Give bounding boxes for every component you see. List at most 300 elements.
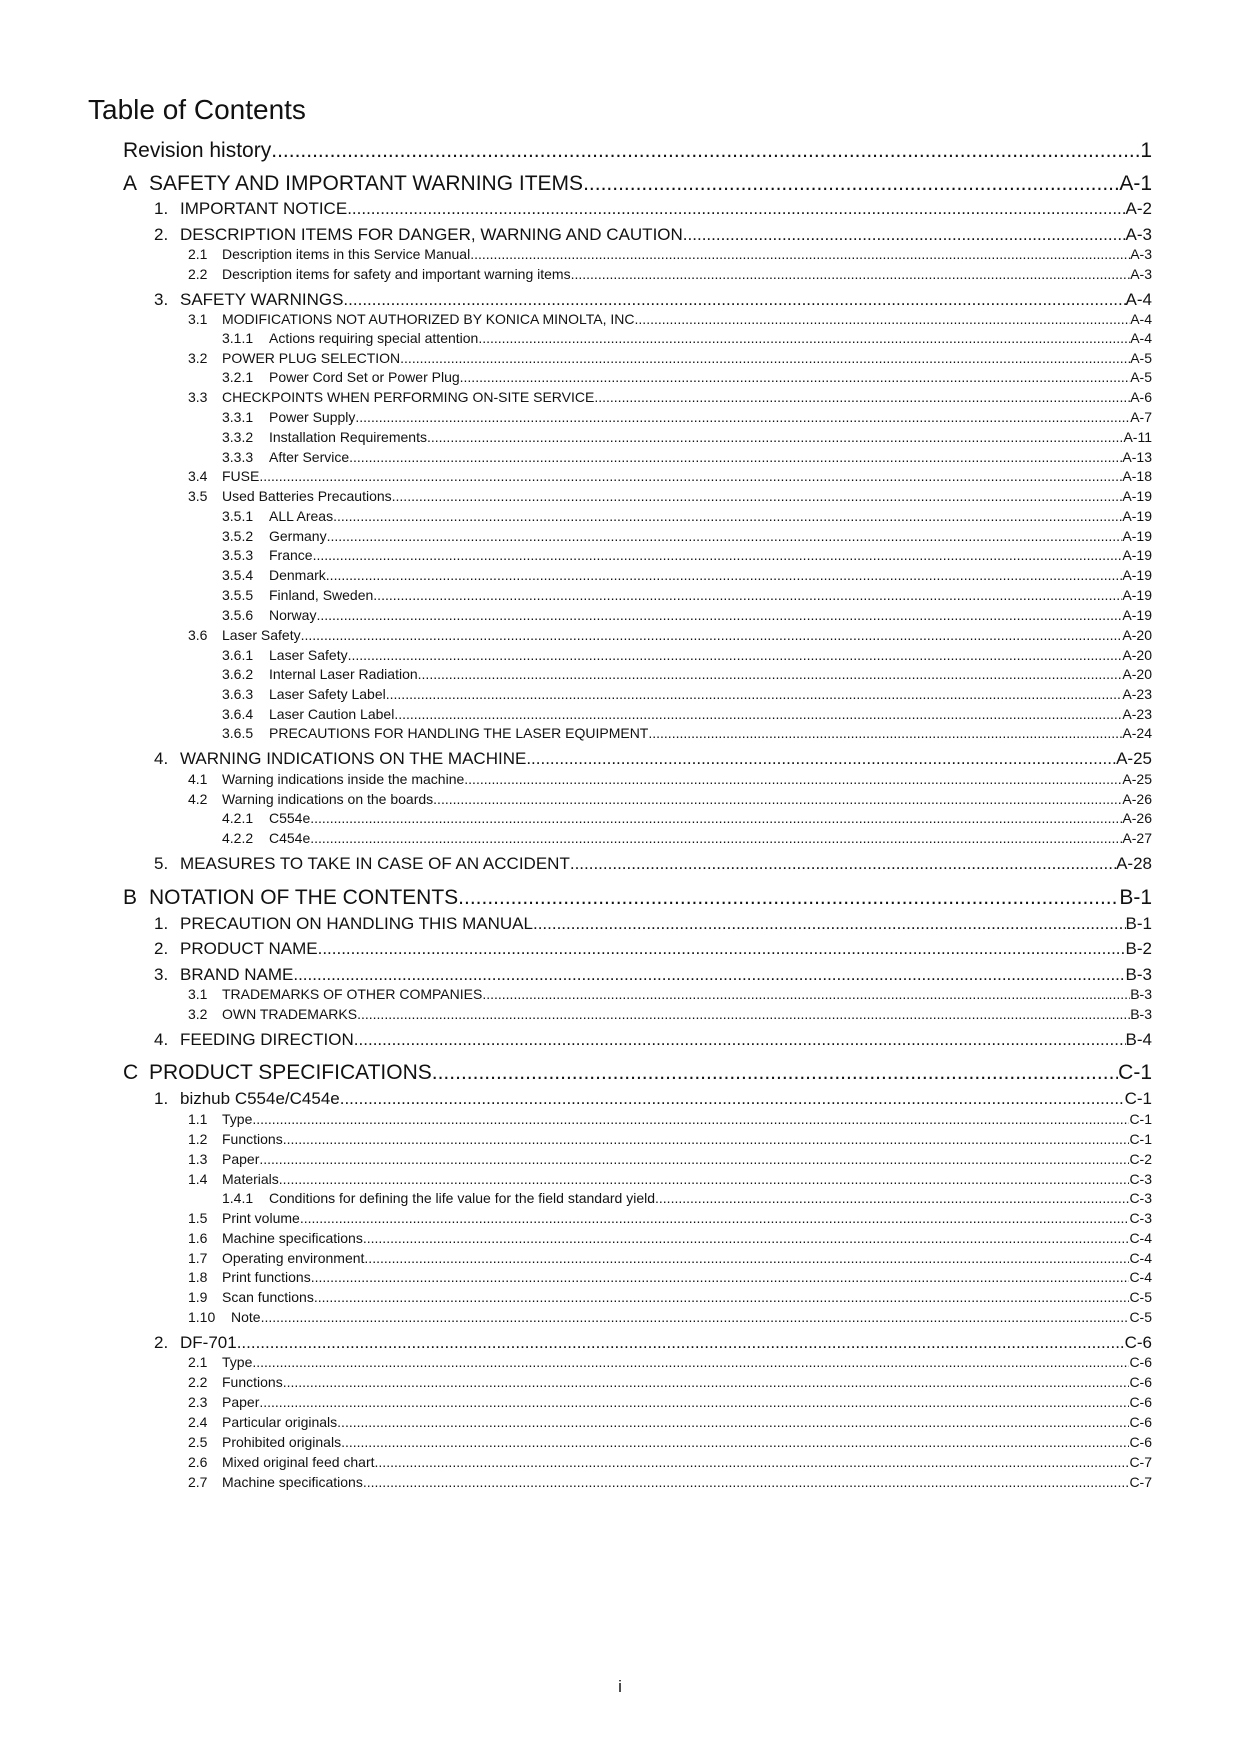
- dot-leader: [348, 646, 1123, 664]
- dot-leader: [533, 913, 1126, 935]
- toc-entry-page: B-4: [1125, 1030, 1152, 1049]
- toc-entry[interactable]: [188, 985, 1152, 1003]
- toc-entry-number: 5.: [154, 854, 169, 873]
- toc-entry-page: A-25: [1122, 771, 1152, 787]
- toc-entry-number: 3.5: [188, 488, 208, 504]
- toc-entry-number: 3.1.1: [222, 330, 254, 346]
- toc-entry-number: 3.6.4: [222, 706, 254, 722]
- dot-leader: [316, 606, 1122, 624]
- toc-entry-number: 1.9: [188, 1289, 208, 1305]
- toc-entry-label: C454e: [269, 830, 311, 846]
- dot-leader: [343, 289, 1125, 311]
- toc-entry-label: Type: [222, 1354, 253, 1370]
- toc-entry-page: C-7: [1129, 1474, 1152, 1490]
- toc-entry-label: Laser Safety: [222, 627, 301, 643]
- toc-entry-number: 1.10: [188, 1309, 216, 1325]
- dot-leader: [683, 224, 1126, 246]
- toc-entry[interactable]: [154, 198, 1152, 220]
- dot-leader: [271, 138, 1140, 164]
- dot-leader: [252, 1353, 1129, 1371]
- toc-entry-page: B-3: [1125, 965, 1152, 984]
- dot-leader: [375, 1453, 1130, 1471]
- dot-leader: [427, 428, 1123, 446]
- toc-entry-number: 3.5.2: [222, 528, 254, 544]
- toc-entry-page: A-19: [1122, 607, 1152, 623]
- toc-entry-label: Type: [222, 1111, 253, 1127]
- toc-entry-page: A-3: [1130, 266, 1152, 282]
- toc-entry-label: IMPORTANT NOTICE: [180, 199, 348, 218]
- toc-entry-number: 3.5.5: [222, 587, 254, 603]
- toc-entry-number: 1.: [154, 199, 169, 218]
- dot-leader: [301, 626, 1123, 644]
- toc-entry[interactable]: [188, 1005, 1152, 1023]
- toc-entry-number: 3.2: [188, 1006, 208, 1022]
- dot-leader: [259, 1393, 1129, 1411]
- toc-entry-page: C-5: [1129, 1289, 1152, 1305]
- toc-entry[interactable]: [188, 1413, 1152, 1431]
- toc-entry-label: Functions: [222, 1374, 283, 1390]
- toc-entry-number: 3.6.3: [222, 686, 254, 702]
- toc-entry-number: B: [123, 886, 138, 909]
- toc-entry-number: C: [123, 1061, 139, 1084]
- toc-entry[interactable]: [154, 748, 1152, 770]
- toc-entry[interactable]: [188, 1209, 1152, 1227]
- toc-entry-page: A-23: [1122, 686, 1152, 702]
- toc-entry[interactable]: [188, 1473, 1152, 1491]
- toc-entry-label: After Service: [269, 449, 350, 465]
- toc-entry-label: Warning indications inside the machine: [222, 771, 465, 787]
- toc-entry-label: Materials: [222, 1171, 279, 1187]
- toc-entry-label: FEEDING DIRECTION: [180, 1030, 354, 1049]
- toc-entry-page: C-5: [1129, 1309, 1152, 1325]
- toc-entry-label: DF-701: [180, 1333, 237, 1352]
- toc-entry-page: A-20: [1122, 647, 1152, 663]
- toc-entry-page: C-6: [1129, 1434, 1152, 1450]
- dot-leader: [337, 1413, 1129, 1431]
- toc-entry-page: A-20: [1122, 666, 1152, 682]
- toc-entry-label: Laser Safety Label: [269, 686, 386, 702]
- toc-entry-number: 4.: [154, 749, 169, 768]
- toc-entry-number: 2.6: [188, 1454, 208, 1470]
- toc-entry-page: B-3: [1130, 986, 1152, 1002]
- toc-entry-page: A-7: [1130, 409, 1152, 425]
- toc-entry-page: A-26: [1122, 810, 1152, 826]
- toc-entry-label: Power Cord Set or Power Plug: [269, 369, 460, 385]
- dot-leader: [458, 885, 1119, 911]
- toc-entry-number: 3.4: [188, 468, 208, 484]
- dot-leader: [571, 265, 1131, 283]
- toc-entry-label: Mixed original feed chart: [222, 1454, 375, 1470]
- toc-entry-label: Description items for safety and important warning items: [222, 266, 571, 282]
- toc-entry[interactable]: [188, 245, 1152, 263]
- toc-entry[interactable]: [222, 586, 1152, 604]
- dot-leader: [355, 408, 1130, 426]
- toc-entry-number: A: [123, 172, 138, 195]
- toc-entry-number: 3.3.1: [222, 409, 254, 425]
- toc-entry-page: A-19: [1122, 587, 1152, 603]
- toc-entry-label: OWN TRADEMARKS: [222, 1006, 358, 1022]
- toc-entry-page: A-20: [1122, 627, 1152, 643]
- toc-entry-label: Note: [231, 1309, 261, 1325]
- dot-leader: [635, 310, 1131, 328]
- toc-entry[interactable]: [123, 171, 1152, 197]
- toc-entry-page: C-3: [1129, 1210, 1152, 1226]
- toc-entry[interactable]: [188, 1150, 1152, 1168]
- toc-entry-page: A-3: [1125, 225, 1152, 244]
- toc-entry-label: Germany: [269, 528, 327, 544]
- toc-entry-page: A-2: [1125, 199, 1152, 218]
- toc-entry-number: 1.3: [188, 1151, 208, 1167]
- toc-entry[interactable]: [154, 913, 1152, 935]
- toc-entry-page: C-4: [1129, 1230, 1152, 1246]
- toc-entry-number: 3.5.3: [222, 547, 254, 563]
- dot-leader: [386, 685, 1123, 703]
- toc-entry[interactable]: [222, 448, 1152, 466]
- toc-entry[interactable]: [222, 368, 1152, 386]
- dot-leader: [347, 198, 1125, 220]
- dot-leader: [313, 546, 1123, 564]
- toc-entry[interactable]: [188, 1170, 1152, 1188]
- toc-entry[interactable]: [222, 665, 1152, 683]
- toc-entry-number: 3.6.1: [222, 647, 254, 663]
- toc-entry-label: POWER PLUG SELECTION: [222, 350, 401, 366]
- toc-entry-page: A-13: [1122, 449, 1152, 465]
- toc-entry[interactable]: [222, 724, 1152, 742]
- toc-entry[interactable]: [188, 1268, 1152, 1286]
- toc-entry-page: C-6: [1129, 1394, 1152, 1410]
- toc-entry-number: 3.: [154, 965, 169, 984]
- toc-entry[interactable]: [222, 705, 1152, 723]
- toc-entry[interactable]: [188, 770, 1152, 788]
- toc-entry-page: B-3: [1130, 1006, 1152, 1022]
- toc-entry-label: PRODUCT SPECIFICATIONS: [149, 1061, 432, 1084]
- toc-entry-label: DESCRIPTION ITEMS FOR DANGER, WARNING AND CAUTION: [180, 225, 683, 244]
- toc-entry-label: Print volume: [222, 1210, 300, 1226]
- toc-entry-label: C554e: [269, 810, 311, 826]
- toc-entry-label: Print functions: [222, 1269, 311, 1285]
- toc-entry-number: 2.: [154, 1333, 169, 1352]
- toc-entry-label: ALL Areas: [269, 508, 334, 524]
- toc-entry[interactable]: [188, 1453, 1152, 1471]
- toc-entry-label: Prohibited originals: [222, 1434, 342, 1450]
- toc-entry-label: Conditions for defining the life value for the field standard yield: [269, 1190, 656, 1206]
- toc-entry-page: A-1: [1119, 172, 1152, 195]
- toc-entry-page: C-1: [1129, 1131, 1152, 1147]
- toc-entry-page: A-3: [1130, 246, 1152, 262]
- toc-entry-label: BRAND NAME: [180, 965, 294, 984]
- toc-entry[interactable]: [188, 349, 1152, 367]
- toc-entry-number: 3.1: [188, 986, 208, 1002]
- toc-entry[interactable]: [222, 408, 1152, 426]
- toc-entry-page: A-28: [1116, 854, 1152, 873]
- toc-entry-label: Machine specifications: [222, 1474, 363, 1490]
- toc-entry-page: A-19: [1122, 488, 1152, 504]
- dot-leader: [237, 1332, 1125, 1354]
- toc-entry-label: PRECAUTION ON HANDLING THIS MANUAL: [180, 914, 533, 933]
- dot-leader: [470, 245, 1130, 263]
- toc-entry-label: SAFETY AND IMPORTANT WARNING ITEMS: [149, 172, 584, 195]
- toc-entry-label: MEASURES TO TAKE IN CASE OF AN ACCIDENT: [180, 854, 570, 873]
- toc-entry[interactable]: [188, 1130, 1152, 1148]
- dot-leader: [341, 1433, 1129, 1451]
- dot-leader: [482, 985, 1130, 1003]
- toc-entry-page: C-6: [1129, 1414, 1152, 1430]
- toc-entry[interactable]: [222, 507, 1152, 525]
- dot-leader: [310, 829, 1122, 847]
- toc-entry-page: A-4: [1125, 290, 1152, 309]
- toc-entry-number: 1.: [154, 1089, 169, 1108]
- toc-entry-label: Machine specifications: [222, 1230, 363, 1246]
- toc-entry-label: Internal Laser Radiation: [269, 666, 418, 682]
- toc-entry-number: 3.5.4: [222, 567, 254, 583]
- toc-entry[interactable]: [222, 527, 1152, 545]
- dot-leader: [349, 448, 1122, 466]
- toc-entry-number: 1.4: [188, 1171, 208, 1187]
- dot-leader: [418, 665, 1123, 683]
- toc-entry-page: A-19: [1122, 508, 1152, 524]
- toc-entry[interactable]: [154, 853, 1152, 875]
- dot-leader: [326, 566, 1123, 584]
- toc-entry-number: 3.: [154, 290, 169, 309]
- toc-entry-number: 2.5: [188, 1434, 208, 1450]
- dot-leader: [583, 171, 1119, 197]
- dot-leader: [432, 1060, 1118, 1086]
- dot-leader: [310, 809, 1122, 827]
- dot-leader: [283, 1130, 1130, 1148]
- toc-entry-page: 1: [1140, 139, 1152, 162]
- dot-leader: [311, 1268, 1130, 1286]
- toc-entry[interactable]: [188, 1353, 1152, 1371]
- footer-page-number: i: [618, 1677, 622, 1696]
- toc-entry-number: 1.5: [188, 1210, 208, 1226]
- toc-entry[interactable]: [222, 646, 1152, 664]
- toc-entry-number: 1.: [154, 914, 169, 933]
- toc-entry-page: A-27: [1122, 830, 1152, 846]
- toc-entry-page: C-1: [1118, 1061, 1152, 1084]
- dot-leader: [300, 1209, 1130, 1227]
- toc-entry-number: 4.2.2: [222, 830, 254, 846]
- toc-entry[interactable]: [222, 546, 1152, 564]
- toc-entry-number: 3.3: [188, 389, 208, 405]
- toc-entry[interactable]: [188, 626, 1152, 644]
- toc-entry-page: A-26: [1122, 791, 1152, 807]
- dot-leader: [526, 748, 1116, 770]
- toc-entry-label: Paper: [222, 1151, 260, 1167]
- page-title: Table of Contents: [88, 94, 306, 125]
- toc-entry-page: A-25: [1116, 749, 1152, 768]
- toc-entry-number: 2.7: [188, 1474, 208, 1490]
- dot-leader: [400, 349, 1130, 367]
- toc-entry-label: Power Supply: [269, 409, 356, 425]
- toc-entry-number: 3.3.3: [222, 449, 254, 465]
- toc-entry-number: 2.1: [188, 1354, 208, 1370]
- toc-entry-page: C-2: [1129, 1151, 1152, 1167]
- toc-entry-number: 4.2.1: [222, 810, 254, 826]
- toc-entry[interactable]: [154, 289, 1152, 311]
- toc-entry-page: C-6: [1129, 1374, 1152, 1390]
- dot-leader: [259, 467, 1122, 485]
- toc-entry-number: 1.6: [188, 1230, 208, 1246]
- toc-entry[interactable]: [222, 809, 1152, 827]
- dot-leader: [394, 705, 1122, 723]
- toc-entry[interactable]: [188, 1110, 1152, 1128]
- toc-entry-number: 2.4: [188, 1414, 208, 1430]
- toc-entry-page: C-4: [1129, 1250, 1152, 1266]
- toc-entry-label: bizhub C554e/C454e: [180, 1089, 340, 1108]
- dot-leader: [363, 1229, 1130, 1247]
- toc-entry-page: A-18: [1122, 468, 1152, 484]
- dot-leader: [293, 964, 1125, 986]
- toc-entry[interactable]: [123, 885, 1152, 911]
- toc-entry[interactable]: [222, 428, 1152, 446]
- toc-entry-label: TRADEMARKS OF OTHER COMPANIES: [222, 986, 483, 1002]
- toc-entry-number: 2.1: [188, 246, 208, 262]
- toc-entry-label: Revision history: [123, 139, 272, 162]
- toc-entry[interactable]: [188, 1249, 1152, 1267]
- toc-entry[interactable]: [188, 467, 1152, 485]
- dot-leader: [261, 1308, 1130, 1326]
- dot-leader: [392, 487, 1123, 505]
- toc-entry-label: Laser Caution Label: [269, 706, 395, 722]
- toc-entry-label: Laser Safety: [269, 647, 348, 663]
- toc-entry-page: C-3: [1129, 1171, 1152, 1187]
- toc-entry[interactable]: [154, 964, 1152, 986]
- toc-entry-label: Actions requiring special attention: [269, 330, 479, 346]
- toc-entry[interactable]: [188, 1288, 1152, 1306]
- toc-entry-label: NOTATION OF THE CONTENTS: [149, 886, 459, 909]
- toc-entry-number: 4.1: [188, 771, 208, 787]
- toc-entry-page: C-6: [1124, 1333, 1152, 1352]
- toc-entry-page: C-4: [1129, 1269, 1152, 1285]
- toc-entry[interactable]: [222, 566, 1152, 584]
- toc-entry-number: 3.5.1: [222, 508, 254, 524]
- toc-entry-page: B-1: [1119, 886, 1152, 909]
- toc-entry-label: Warning indications on the boards: [222, 791, 434, 807]
- toc-entry-label: Functions: [222, 1131, 283, 1147]
- toc-entry-label: FUSE: [222, 468, 260, 484]
- toc-entry[interactable]: [188, 265, 1152, 283]
- toc-entry-label: Used Batteries Precautions: [222, 488, 392, 504]
- toc-entry-page: A-4: [1130, 330, 1152, 346]
- toc-entry-label: Finland, Sweden: [269, 587, 374, 603]
- toc-entry-label: CHECKPOINTS WHEN PERFORMING ON-SITE SERVICE: [222, 389, 595, 405]
- toc-entry-page: C-1: [1124, 1089, 1152, 1108]
- toc-entry-number: 2.3: [188, 1394, 208, 1410]
- toc-entry-number: 1.7: [188, 1250, 208, 1266]
- toc-entry-page: A-19: [1122, 528, 1152, 544]
- toc-entry-page: A-19: [1122, 547, 1152, 563]
- toc-entry-page: A-23: [1122, 706, 1152, 722]
- toc-entry-number: 1.1: [188, 1111, 208, 1127]
- toc-entry[interactable]: [154, 224, 1152, 246]
- dot-leader: [354, 1029, 1126, 1051]
- toc-entry-page: C-3: [1129, 1190, 1152, 1206]
- dot-leader: [333, 507, 1122, 525]
- toc-entry-number: 3.5.6: [222, 607, 254, 623]
- toc-entry[interactable]: [188, 310, 1152, 328]
- toc-entry-number: 3.6.5: [222, 725, 254, 741]
- toc-entry-page: C-6: [1129, 1354, 1152, 1370]
- toc-entry-page: A-5: [1130, 350, 1152, 366]
- dot-leader: [655, 1189, 1129, 1207]
- toc-entry-number: 2.: [154, 225, 169, 244]
- toc-entry[interactable]: [222, 829, 1152, 847]
- dot-leader: [570, 853, 1116, 875]
- dot-leader: [433, 790, 1122, 808]
- toc-entry-label: Operating environment: [222, 1250, 365, 1266]
- toc-entry-label: PRODUCT NAME: [180, 939, 318, 958]
- toc-entry[interactable]: [154, 1029, 1152, 1051]
- toc-entry[interactable]: [188, 1393, 1152, 1411]
- toc-entry[interactable]: [222, 606, 1152, 624]
- toc-entry-page: A-24: [1122, 725, 1152, 741]
- toc-entry[interactable]: [154, 1332, 1152, 1354]
- dot-leader: [464, 770, 1122, 788]
- toc-entry-label: MODIFICATIONS NOT AUTHORIZED BY KONICA MINOLTA, INC: [222, 311, 635, 327]
- toc-entry[interactable]: [123, 1060, 1152, 1086]
- toc-entry-page: A-19: [1122, 567, 1152, 583]
- toc-entry[interactable]: [154, 938, 1152, 960]
- toc-entry-number: 4.: [154, 1030, 169, 1049]
- toc-entry-number: 2.: [154, 939, 169, 958]
- toc-entry[interactable]: [188, 487, 1152, 505]
- toc-entry[interactable]: [188, 790, 1152, 808]
- toc-entry[interactable]: [222, 1189, 1152, 1207]
- toc-entry[interactable]: [222, 329, 1152, 347]
- toc-entry[interactable]: [188, 1229, 1152, 1247]
- dot-leader: [314, 1288, 1130, 1306]
- toc-entry[interactable]: [188, 1433, 1152, 1451]
- dot-leader: [279, 1170, 1130, 1188]
- toc-entry-label: Installation Requirements: [269, 429, 427, 445]
- toc-entry-number: 1.8: [188, 1269, 208, 1285]
- toc-entry-page: B-1: [1125, 914, 1152, 933]
- toc-entry[interactable]: [188, 1308, 1152, 1326]
- dot-leader: [327, 527, 1123, 545]
- toc-entry-label: Particular originals: [222, 1414, 338, 1430]
- toc-entry-number: 3.6: [188, 627, 208, 643]
- dot-leader: [252, 1110, 1129, 1128]
- dot-leader: [364, 1249, 1129, 1267]
- toc-entry[interactable]: [123, 138, 1152, 164]
- toc-entry-page: A-4: [1130, 311, 1152, 327]
- toc-entry-page: C-1: [1129, 1111, 1152, 1127]
- toc-entry-label: PRECAUTIONS FOR HANDLING THE LASER EQUIPMENT: [269, 725, 649, 741]
- toc-entry-number: 3.2.1: [222, 369, 254, 385]
- dot-leader: [460, 368, 1131, 386]
- toc-entry-page: A-11: [1123, 429, 1152, 445]
- dot-leader: [478, 329, 1130, 347]
- toc-entry-page: B-2: [1125, 939, 1152, 958]
- toc-entry-number: 4.2: [188, 791, 208, 807]
- dot-leader: [363, 1473, 1130, 1491]
- toc-entry-label: Scan functions: [222, 1289, 314, 1305]
- toc-entry-label: France: [269, 547, 313, 563]
- toc-entry[interactable]: [188, 388, 1152, 406]
- toc-entry-number: 1.2: [188, 1131, 208, 1147]
- toc-entry-number: 3.2: [188, 350, 208, 366]
- dot-leader: [318, 938, 1126, 960]
- dot-leader: [594, 388, 1130, 406]
- toc-entry[interactable]: [154, 1088, 1152, 1110]
- toc-entry-page: A-6: [1130, 389, 1152, 405]
- dot-leader: [283, 1373, 1130, 1391]
- dot-leader: [357, 1005, 1130, 1023]
- toc-entry[interactable]: [222, 685, 1152, 703]
- toc-entry[interactable]: [188, 1373, 1152, 1391]
- toc-entry-page: C-7: [1129, 1454, 1152, 1470]
- toc-entry-number: 3.3.2: [222, 429, 254, 445]
